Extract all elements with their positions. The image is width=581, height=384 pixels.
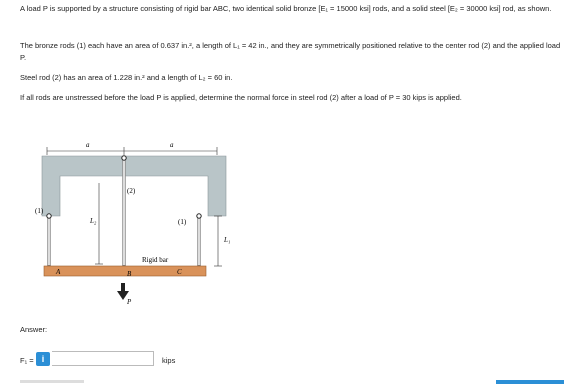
problem-paragraph-4: If all rods are unstressed before the load P is applied, determine the normal force in steel rod (2) after a load of P = 30 kips is applied. (20, 93, 462, 102)
pin-center-top (122, 156, 126, 160)
f1-label: F₁ = (20, 356, 34, 365)
problem-paragraph-2: The bronze rods (1) each have an area of 0.637 in.², a length of L₁ = 42 in., and they are symmetrically positioned relative to the center rod (2) and the applied load P. (20, 41, 561, 62)
L2-label: L₂ (90, 217, 97, 225)
footer-bar (20, 380, 84, 383)
dim-a-right: a (170, 141, 174, 149)
structure-figure (20, 138, 250, 313)
unit-label: kips (162, 356, 176, 365)
point-B-label: B (127, 270, 132, 278)
info-icon[interactable]: i (36, 352, 50, 366)
problem-paragraph-1: A load P is supported by a structure consisting of rigid bar ABC, two identical solid bronze [E₁ = 15000 ksi] rods, and a solid steel [E₂ = 30000 ksi] rod, as shown. (20, 4, 552, 13)
bronze-rod-right (198, 216, 201, 268)
rigid-bar (44, 266, 206, 276)
problem-paragraph-3: Steel rod (2) has an area of 1.228 in.² and a length of L₂ = 60 in. (20, 73, 233, 82)
rigid-bar-label: Rigid bar (142, 256, 169, 264)
rod1-left-label: (1) (35, 207, 44, 215)
point-C-label: C (177, 268, 182, 276)
pin-right-top (197, 214, 201, 218)
steel-rod (123, 156, 126, 268)
answer-label: Answer: (20, 325, 48, 334)
point-A-label: A (56, 268, 61, 276)
submit-button-edge[interactable] (496, 380, 564, 384)
f1-answer-input[interactable] (52, 351, 154, 366)
dim-a-left: a (86, 141, 90, 149)
load-P-label: P (127, 298, 132, 306)
rod2-label: (2) (127, 187, 136, 195)
support-frame (42, 156, 226, 216)
bronze-rod-left (48, 216, 51, 268)
pin-left-top (47, 214, 51, 218)
rod1-right-label: (1) (178, 218, 187, 226)
L1-label: L₁ (224, 236, 231, 244)
